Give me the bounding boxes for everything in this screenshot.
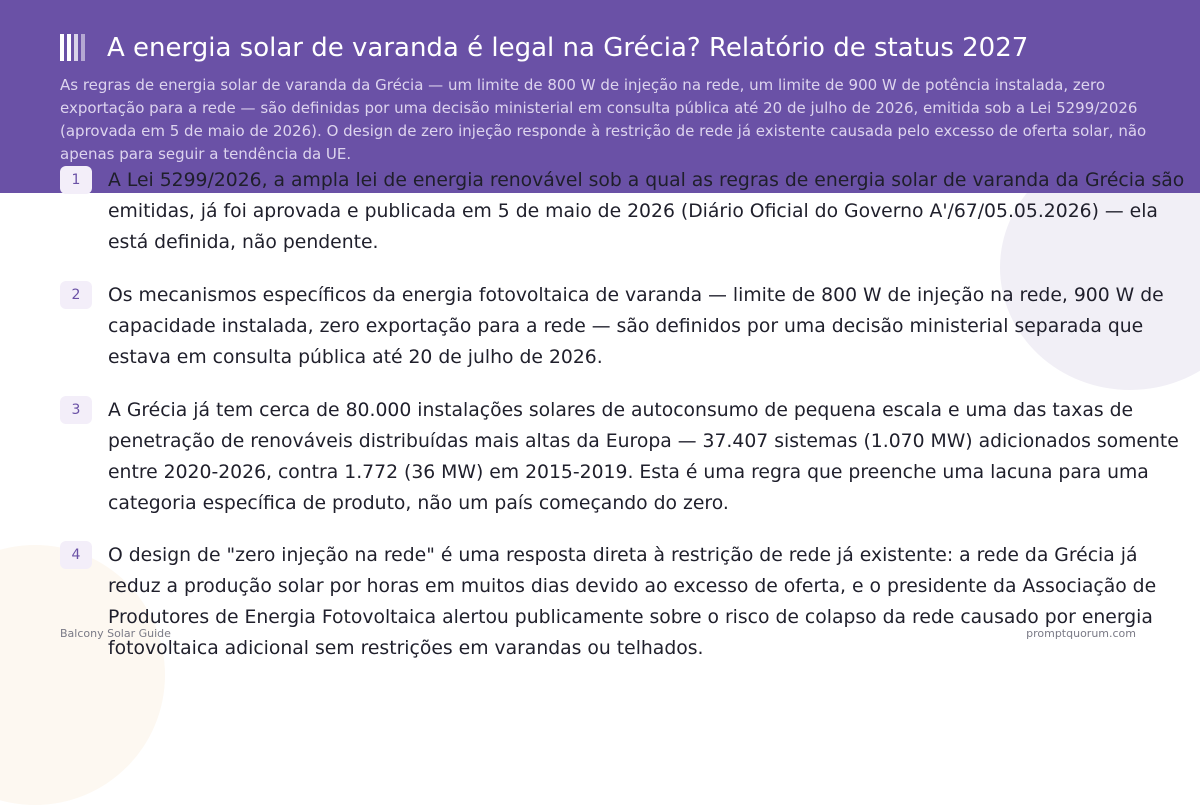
item-number-badge: 2 — [60, 281, 92, 309]
page-subtitle: As regras de energia solar de varanda da Grécia — um limite de 800 W de injeção na rede, um limite de 900 W de potência instalada, zero exportação para a rede — são definidas por uma decisão ministerial em consulta pública até 20 de julho de 2026, emitida sob a Lei 5299/2026 (aprovada em 5 de maio de 2026). O design de zero injeção responde à restrição de rede já existente causada pelo excesso de oferta solar, não apenas para seguir a tendência da UE. — [60, 76, 1147, 163]
item-number-badge: 4 — [60, 541, 92, 569]
item-text: A Grécia já tem cerca de 80.000 instalações solares de autoconsumo de pequena escala e uma das taxas de penetração de renováveis distribuídas mais altas da Europa — 37.407 sistemas (1.070 MW) adicionados somente entre 2020-2026, contra 1.772 (36 MW) em 2015-2019. Esta é uma regra que preenche uma lacuna para uma categoria específica de produto, não um país começando do zero. — [108, 400, 1179, 514]
page-title: A energia solar de varanda é legal na Grécia? Relatório de status 2027 — [107, 33, 1029, 63]
item-text: O design de "zero injeção na rede" é uma resposta direta à restrição de rede já existente: a rede da Grécia já reduz a produção solar por horas em muitos dias devido ao excesso de oferta, e o presidente da Associação de Produtores de Energia Fotovoltaica alertou publicamente sobre o risco de colapso da rede causado por energia fotovoltaica adicional sem restrições em varandas ou telhados. — [108, 545, 1157, 659]
footer-brand: Balcony Solar Guide — [60, 627, 171, 640]
item-number-badge: 1 — [60, 166, 92, 194]
footer-url: promptquorum.com — [1026, 627, 1136, 640]
logo-bars-icon — [60, 34, 85, 61]
item-number-badge: 3 — [60, 396, 92, 424]
item-text: A Lei 5299/2026, a ampla lei de energia renovável sob a qual as regras de energia solar de varanda da Grécia são emitidas, já foi aprovada e publicada em 5 de maio de 2026 (Diário Oficial do Governo A'/67/05.05.2026) — ela está definida, não pendente. — [108, 170, 1185, 253]
item-text: Os mecanismos específicos da energia fotovoltaica de varanda — limite de 800 W de injeção na rede, 900 W de capacidade instalada, zero exportação para a rede — são definidos por uma decisão ministerial separada que estava em consulta pública até 20 de julho de 2026. — [108, 285, 1164, 368]
